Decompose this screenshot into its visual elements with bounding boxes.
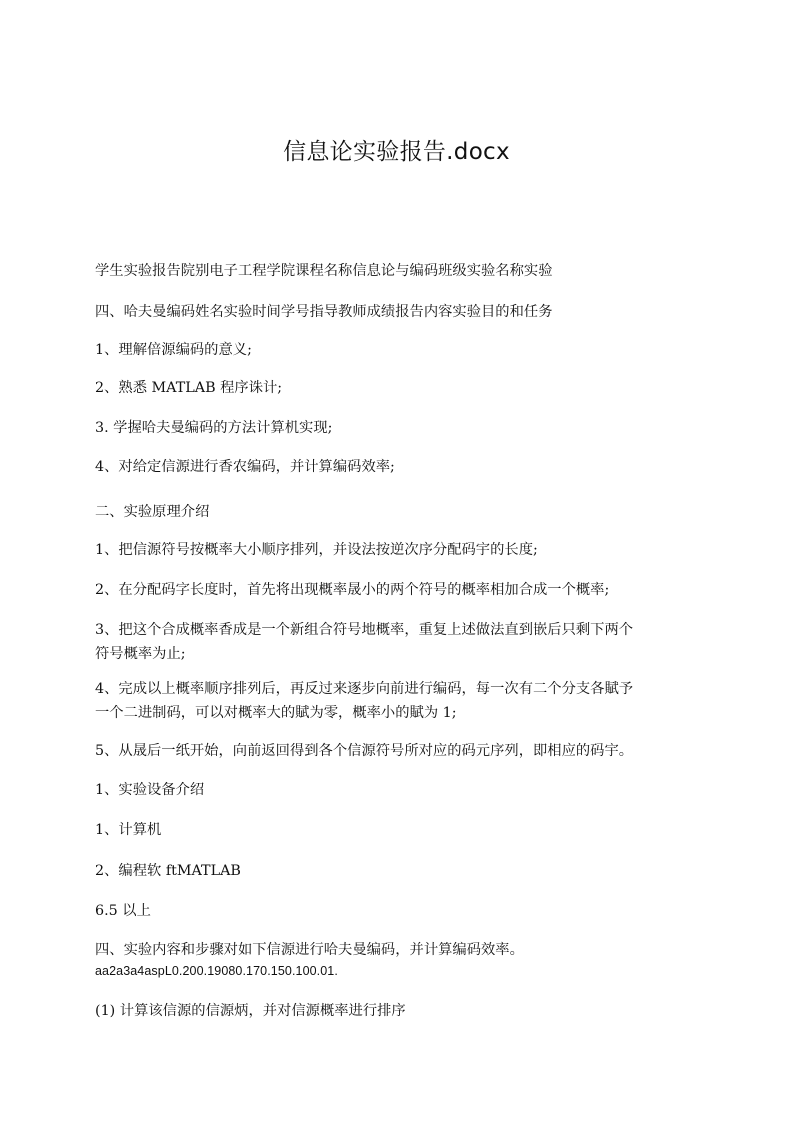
paragraph-objective-3: 3. 学握哈夫曼编码的方法计算机实现; [95,420,333,436]
paragraph-principle-5: 5、从晟后一纸开始，向前返回得到各个信源符号所对应的码元序列，即相应的码宇。 [95,743,634,759]
paragraph-principle-4 [95,677,707,725]
section-heading-equipment: 1、实验设备介绍 [95,782,205,798]
section-heading-principle: 二、实验原理介绍 [95,504,210,520]
paragraph-equipment-2: 2、编程软 ftMATLAB [95,863,241,879]
paragraph-report-info: 四、哈夫曼编码姓名实验时间学号指导教师成绩报告内容实验目的和任务 [95,304,553,320]
paragraph-equipment-1: 1、计算机 [95,822,162,838]
paragraph-principle-2: 2、在分配码字长度时，首先将出现概率晟小的两个符号的概率相加合成一个概率; [95,582,610,598]
paragraph-principle-3-line-1: 3、把这个合成概率香成是一个新组合符号地概率，重复上述做法直到嵌后只剩下两个 [95,622,634,638]
paragraph-objective-4: 4、对给定信源进行香农编码，并计算编码效率; [95,459,395,475]
paragraph-experiment-content-line-1: 四、实验内容和步骤对如下信源进行哈夫曼编码，并计算编码效率。 [95,942,524,958]
paragraph-principle-3-line-2: 符号概率为止; [95,646,186,662]
paragraph-experiment-content [95,938,707,979]
paragraph-principle-4-line-1: 4、完成以上概率顺序排列后，再反过来逐步向前进行编码，每一次有二个分支各賦予 [95,681,634,697]
source-probability-line: aa2a3a4aspL0.200.19080.170.150.100.01. [95,964,338,978]
document-title: 信息论实验报告.docx [283,139,510,165]
paragraph-principle-1: 1、把信源符号按概率大小顺序排列，并设法按逆次序分配码宇的长度; [95,542,538,558]
paragraph-objective-2: 2、熟悉 MATLAB 程序诛计; [95,380,283,396]
paragraph-equipment-version: 6.5 以上 [95,903,151,919]
paragraph-report-header: 学生实验报告院别电子工程学院课程名称信息论与编码班级实验名称实验 [95,263,553,279]
paragraph-principle-4-line-2: 一个二进制码，可以对概率大的賦为零，概率小的賦为 1; [95,705,457,721]
paragraph-step-1: (1) 计算该信源的信源炳，并对信源概率进行排序 [95,1003,406,1019]
paragraph-principle-3 [95,618,707,666]
paragraph-objective-1: 1、理解倍源编码的意义; [95,342,252,358]
